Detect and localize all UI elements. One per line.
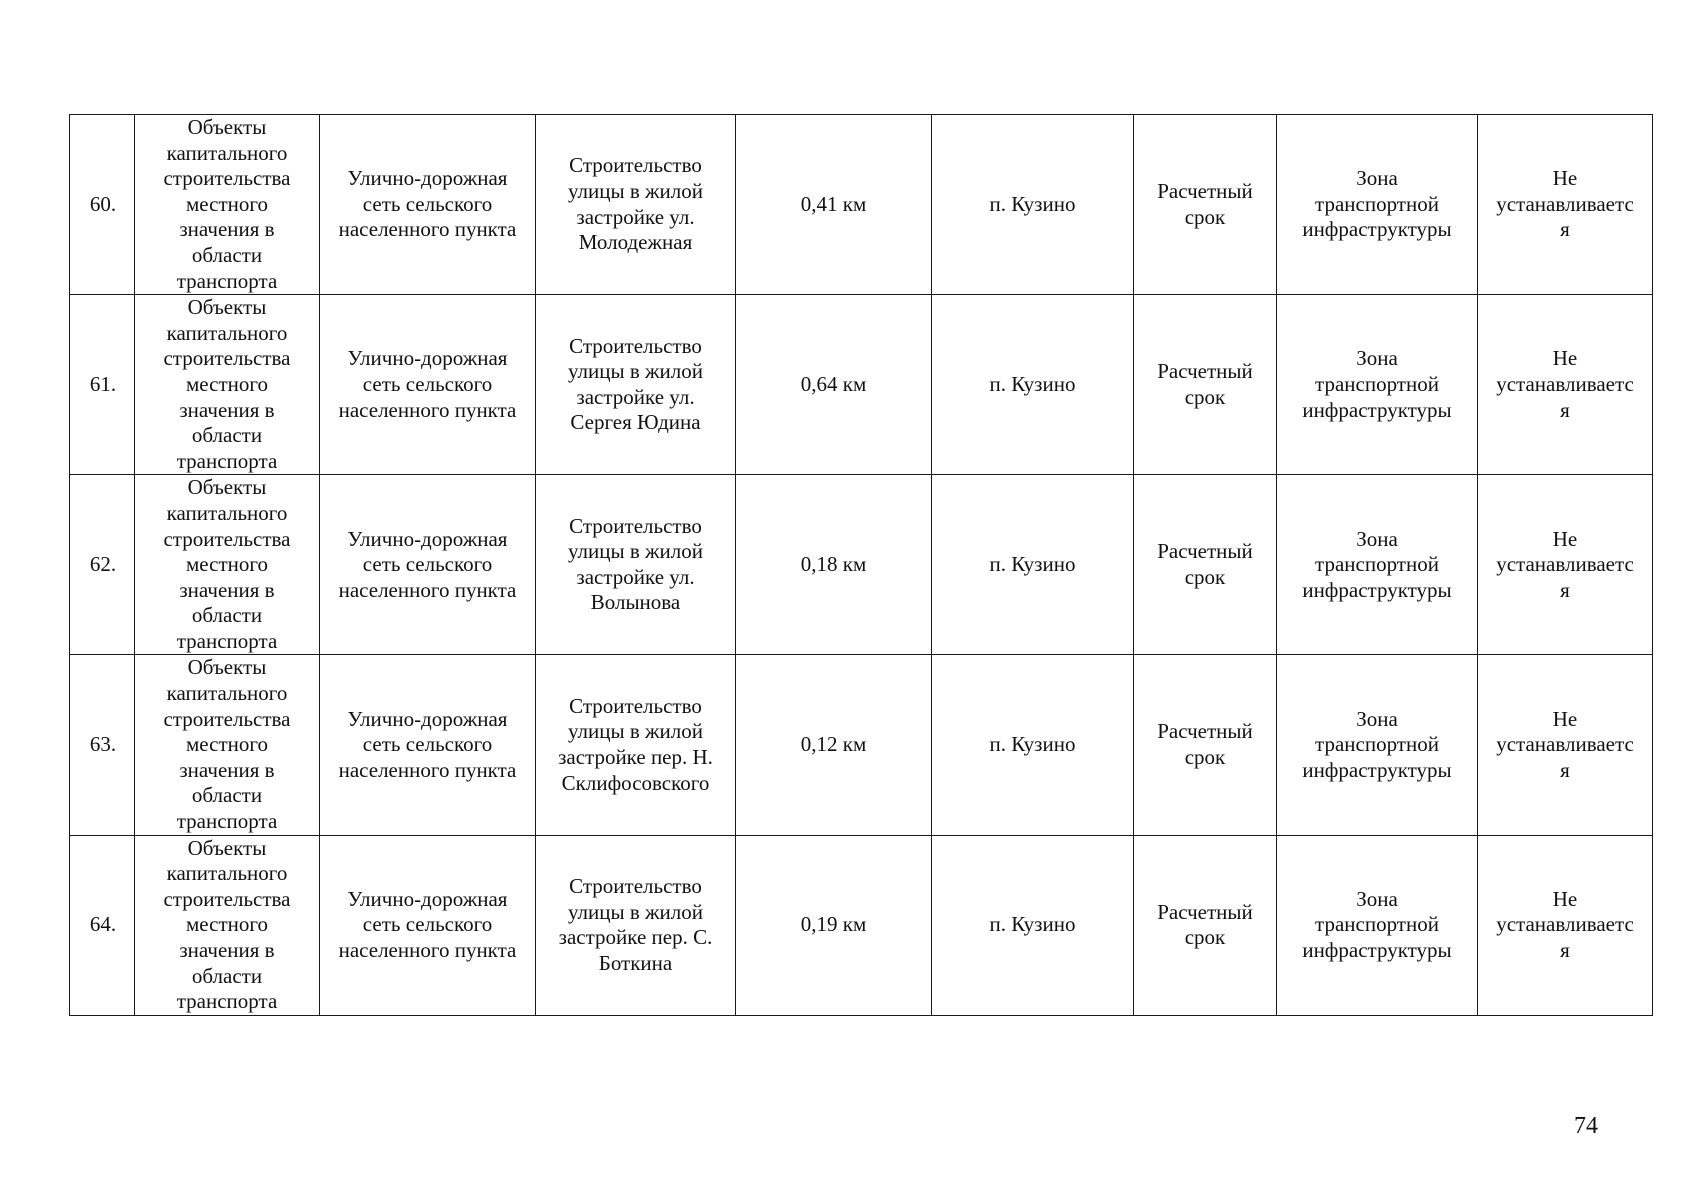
cell-zone-line: инфраструктуры	[1302, 757, 1452, 782]
cell-protection-zone-line: Не	[1552, 886, 1578, 911]
cell-object-type-line: сеть сельского	[362, 732, 493, 757]
cell-number	[70, 115, 135, 295]
cell-object-category-line: значения в	[179, 217, 275, 242]
cell-number-text: 64.	[89, 912, 117, 937]
cell-object-name-line: Склифосовского	[561, 770, 710, 795]
cell-object-category-line: строительства	[163, 166, 291, 191]
cell-object-category-line: области	[191, 963, 263, 988]
cell-term-line: Расчетный	[1157, 899, 1253, 924]
cell-object-category	[135, 295, 320, 475]
cell-length	[736, 655, 932, 835]
cell-number	[70, 835, 135, 1015]
cell-object-name-line: застройке ул.	[576, 564, 695, 589]
cell-object-category-line: области	[191, 242, 263, 267]
cell-object-name-line: Молодежная	[578, 230, 693, 255]
cell-term	[1134, 475, 1277, 655]
cell-object-name-line: застройке ул.	[576, 384, 695, 409]
cell-location	[932, 295, 1134, 475]
cell-object-name	[536, 475, 736, 655]
cell-term-line: Расчетный	[1157, 359, 1253, 384]
cell-number	[70, 295, 135, 475]
cell-zone	[1277, 115, 1478, 295]
cell-term-line: срок	[1184, 745, 1226, 770]
cell-location-text: п. Кузино	[989, 552, 1076, 577]
cell-object-category-line: Объекты	[187, 655, 267, 680]
cell-object-name-line: улицы в жилой	[567, 899, 704, 924]
cell-zone-line: Зона	[1356, 706, 1398, 731]
cell-object-category	[135, 115, 320, 295]
cell-object-type	[320, 115, 536, 295]
cell-object-name-line: Сергея Юдина	[570, 410, 701, 435]
cell-object-category-line: транспорта	[176, 989, 278, 1014]
cell-length-text: 0,41 км	[800, 191, 867, 216]
cell-location	[932, 835, 1134, 1015]
cell-zone	[1277, 295, 1478, 475]
cell-object-type-line: сеть сельского	[362, 912, 493, 937]
table-row	[70, 475, 1653, 655]
cell-zone	[1277, 655, 1478, 835]
cell-zone-line: Зона	[1356, 346, 1398, 371]
cell-zone-line: инфраструктуры	[1302, 217, 1452, 242]
cell-zone-line: транспортной	[1315, 912, 1439, 937]
cell-protection-zone	[1478, 655, 1653, 835]
cell-object-name-line: Строительство	[569, 333, 702, 358]
cell-zone-line: транспортной	[1315, 732, 1439, 757]
cell-object-category-line: Объекты	[187, 475, 267, 500]
cell-protection-zone-line: я	[1560, 217, 1570, 242]
cell-zone-line: транспортной	[1315, 552, 1439, 577]
cell-protection-zone-line: я	[1560, 397, 1570, 422]
cell-protection-zone	[1478, 835, 1653, 1015]
cell-term	[1134, 655, 1277, 835]
cell-protection-zone	[1478, 115, 1653, 295]
cell-term-line: Расчетный	[1157, 719, 1253, 744]
cell-term	[1134, 115, 1277, 295]
cell-object-category-line: транспорта	[176, 268, 278, 293]
cell-object-category-line: Объекты	[187, 295, 267, 320]
cell-object-type	[320, 295, 536, 475]
cell-object-type-line: населенного пункта	[338, 217, 517, 242]
cell-object-name	[536, 835, 736, 1015]
cell-object-category-line: области	[191, 783, 263, 808]
cell-protection-zone-line: Не	[1552, 526, 1578, 551]
cell-object-type-line: сеть сельского	[362, 191, 493, 216]
cell-term-line: Расчетный	[1157, 178, 1253, 203]
cell-length	[736, 295, 932, 475]
cell-protection-zone-line: Не	[1552, 706, 1578, 731]
cell-object-type-line: Улично-дорожная	[347, 526, 508, 551]
cell-protection-zone-line: устанавливаетс	[1496, 552, 1634, 577]
cell-object-category	[135, 835, 320, 1015]
cell-object-category-line: Объекты	[187, 835, 267, 860]
cell-object-category-line: строительства	[163, 526, 291, 551]
cell-protection-zone-line: я	[1560, 938, 1570, 962]
cell-object-name-line: Боткина	[598, 950, 673, 975]
cell-location	[932, 655, 1134, 835]
cell-object-category-line: значения в	[179, 757, 275, 782]
cell-object-type	[320, 835, 536, 1015]
cell-object-type	[320, 655, 536, 835]
cell-zone-line: транспортной	[1315, 371, 1439, 396]
cell-number-text: 60.	[89, 191, 117, 216]
cell-protection-zone-line: я	[1560, 757, 1570, 782]
cell-number-text: 61.	[89, 371, 117, 396]
cell-zone-line: инфраструктуры	[1302, 397, 1452, 422]
cell-object-name-line: улицы в жилой	[567, 178, 704, 203]
cell-protection-zone	[1478, 295, 1653, 475]
cell-term-line: срок	[1184, 925, 1226, 950]
cell-term-line: срок	[1184, 564, 1226, 589]
cell-object-name-line: Строительство	[569, 693, 702, 718]
cell-number-text: 63.	[89, 732, 117, 757]
cell-object-name-line: Волынова	[590, 590, 681, 615]
cell-term-line: срок	[1184, 384, 1226, 409]
cell-object-type-line: населенного пункта	[338, 577, 517, 602]
cell-object-name-line: Строительство	[569, 153, 702, 178]
cell-zone	[1277, 475, 1478, 655]
cell-location	[932, 115, 1134, 295]
cell-object-type-line: населенного пункта	[338, 938, 517, 962]
cell-length-text: 0,19 км	[800, 912, 867, 937]
cell-protection-zone-line: устанавливаетс	[1496, 371, 1634, 396]
cell-length	[736, 475, 932, 655]
cell-protection-zone	[1478, 475, 1653, 655]
cell-term	[1134, 295, 1277, 475]
cell-object-name-line: улицы в жилой	[567, 539, 704, 564]
cell-object-category-line: транспорта	[176, 628, 278, 653]
cell-location	[932, 475, 1134, 655]
cell-location-text: п. Кузино	[989, 371, 1076, 396]
cell-object-name-line: улицы в жилой	[567, 719, 704, 744]
cell-zone-line: Зона	[1356, 166, 1398, 191]
cell-object-name	[536, 655, 736, 835]
cell-length	[736, 115, 932, 295]
cell-object-category-line: Объекты	[187, 115, 267, 139]
cell-protection-zone-line: устанавливаетс	[1496, 191, 1634, 216]
cell-term-line: Расчетный	[1157, 539, 1253, 564]
cell-object-category-line: капитального	[166, 320, 288, 345]
cell-object-category-line: капитального	[166, 681, 288, 706]
cell-object-name-line: улицы в жилой	[567, 359, 704, 384]
cell-number	[70, 475, 135, 655]
cell-object-category	[135, 475, 320, 655]
table-body	[70, 115, 1653, 1016]
table-row	[70, 655, 1653, 835]
cell-object-type-line: сеть сельского	[362, 371, 493, 396]
cell-object-category-line: строительства	[163, 886, 291, 911]
cell-term	[1134, 835, 1277, 1015]
cell-zone-line: Зона	[1356, 886, 1398, 911]
cell-object-name-line: застройке пер. Н.	[558, 745, 713, 770]
table-row	[70, 115, 1653, 295]
cell-object-name	[536, 115, 736, 295]
table-row	[70, 295, 1653, 475]
cell-object-category-line: местного	[186, 552, 268, 577]
objects-table	[69, 114, 1653, 1016]
cell-object-category-line: значения в	[179, 577, 275, 602]
cell-object-name-line: застройке ул.	[576, 204, 695, 229]
cell-object-category-line: области	[191, 423, 263, 448]
cell-object-category-line: капитального	[166, 500, 288, 525]
cell-location-text: п. Кузино	[989, 191, 1076, 216]
cell-zone-line: Зона	[1356, 526, 1398, 551]
cell-object-category-line: строительства	[163, 346, 291, 371]
cell-object-name-line: Строительство	[569, 874, 702, 899]
cell-zone	[1277, 835, 1478, 1015]
cell-length-text: 0,18 км	[800, 552, 867, 577]
cell-object-category-line: местного	[186, 191, 268, 216]
cell-object-type	[320, 475, 536, 655]
cell-location-text: п. Кузино	[989, 732, 1076, 757]
cell-location-text: п. Кузино	[989, 912, 1076, 937]
cell-length	[736, 835, 932, 1015]
cell-length-text: 0,12 км	[800, 732, 867, 757]
cell-object-type-line: населенного пункта	[338, 397, 517, 422]
cell-object-category-line: капитального	[166, 140, 288, 165]
cell-object-category-line: капитального	[166, 861, 288, 886]
cell-zone-line: инфраструктуры	[1302, 577, 1452, 602]
cell-protection-zone-line: Не	[1552, 346, 1578, 371]
table-row	[70, 835, 1653, 1015]
cell-object-type-line: Улично-дорожная	[347, 166, 508, 191]
cell-object-name-line: застройке пер. С.	[558, 925, 713, 950]
cell-protection-zone-line: устанавливаетс	[1496, 912, 1634, 937]
cell-zone-line: транспортной	[1315, 191, 1439, 216]
cell-object-name-line: Строительство	[569, 513, 702, 538]
cell-number-text: 62.	[89, 552, 117, 577]
cell-object-category	[135, 655, 320, 835]
cell-object-category-line: местного	[186, 912, 268, 937]
cell-term-line: срок	[1184, 204, 1226, 229]
cell-object-type-line: населенного пункта	[338, 757, 517, 782]
cell-object-category-line: местного	[186, 732, 268, 757]
cell-object-category-line: значения в	[179, 938, 275, 962]
cell-object-category-line: значения в	[179, 397, 275, 422]
cell-object-category-line: транспорта	[176, 809, 278, 834]
cell-object-category-line: местного	[186, 371, 268, 396]
cell-object-category-line: транспорта	[176, 448, 278, 473]
cell-number	[70, 655, 135, 835]
page-number: 74	[1574, 1113, 1598, 1139]
cell-protection-zone-line: я	[1560, 577, 1570, 602]
cell-object-type-line: Улично-дорожная	[347, 706, 508, 731]
cell-object-type-line: Улично-дорожная	[347, 886, 508, 911]
cell-object-name	[536, 295, 736, 475]
cell-zone-line: инфраструктуры	[1302, 938, 1452, 962]
cell-object-type-line: Улично-дорожная	[347, 346, 508, 371]
cell-object-category-line: области	[191, 603, 263, 628]
cell-protection-zone-line: Не	[1552, 166, 1578, 191]
cell-protection-zone-line: устанавливаетс	[1496, 732, 1634, 757]
cell-object-category-line: строительства	[163, 706, 291, 731]
cell-object-type-line: сеть сельского	[362, 552, 493, 577]
cell-length-text: 0,64 км	[800, 371, 867, 396]
